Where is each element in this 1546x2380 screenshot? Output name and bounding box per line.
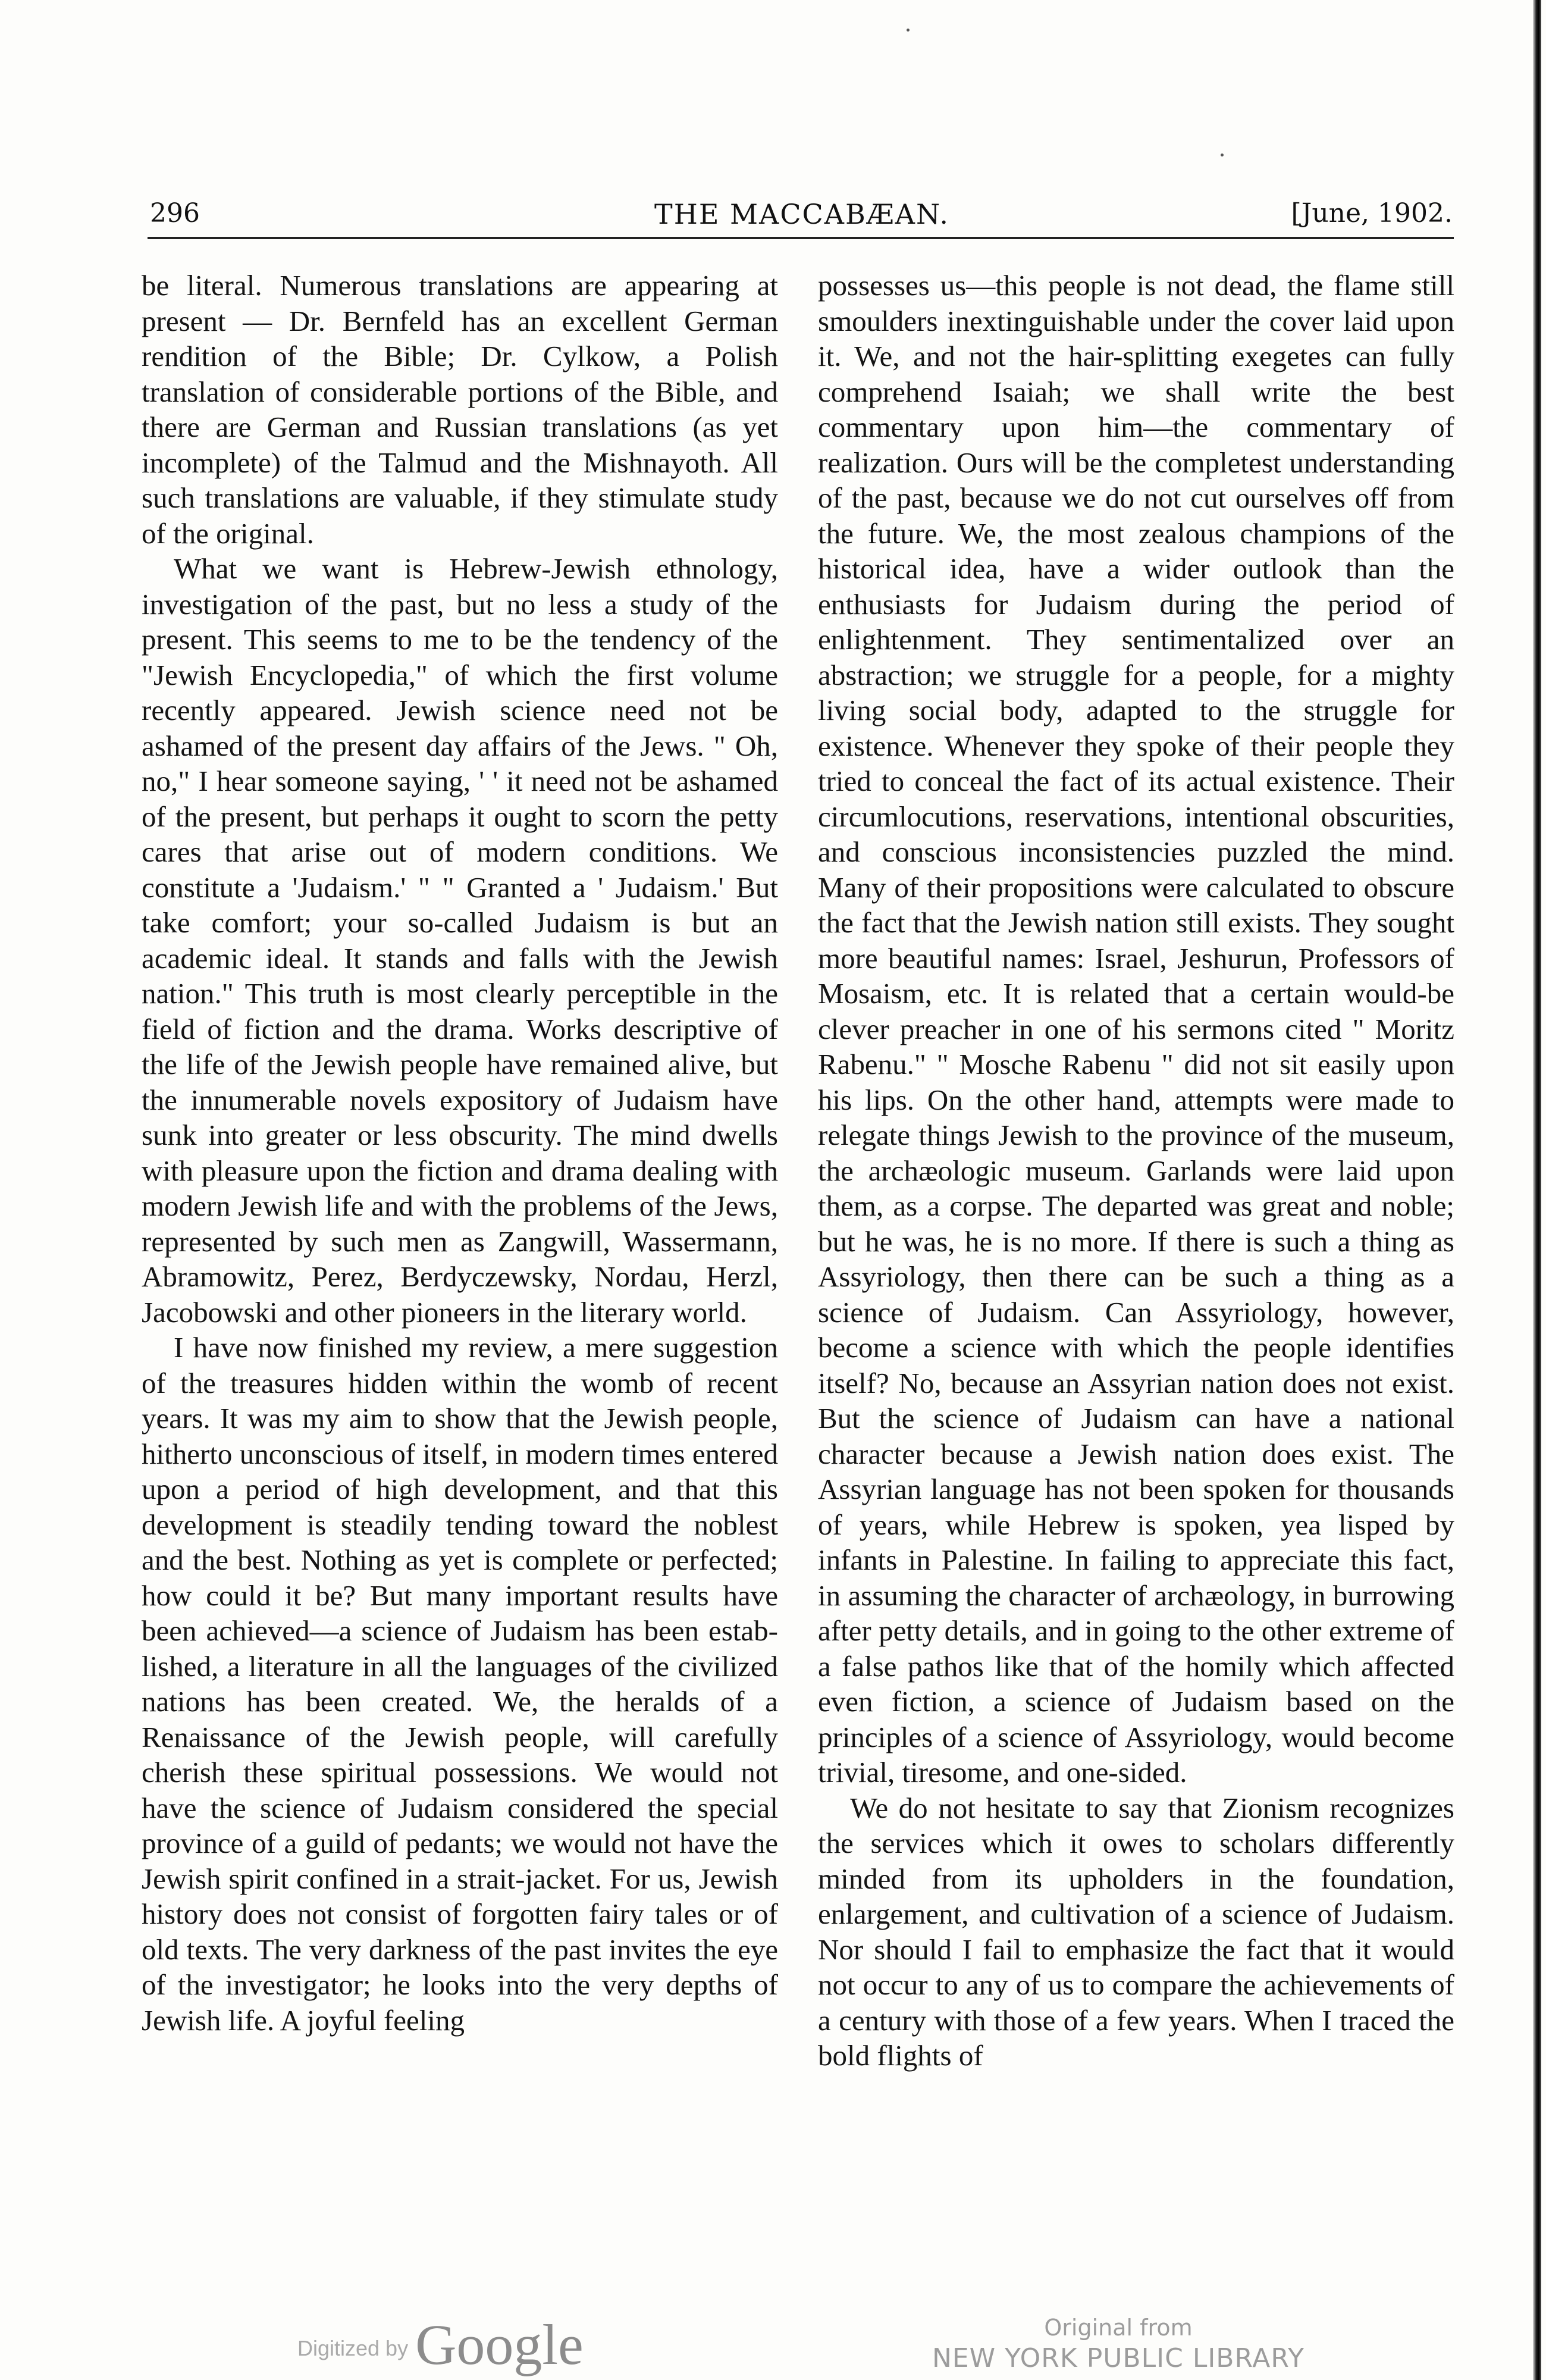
paper-speck: [907, 29, 910, 32]
header-rule: [148, 237, 1454, 239]
original-from-label: Original from: [1044, 2315, 1193, 2341]
google-logo: Google: [415, 2313, 584, 2376]
running-header: [148, 193, 1456, 235]
library-name: NEW YORK PUBLIC LIBRARY: [932, 2343, 1305, 2373]
paragraph: I have now finished my review, a mere suggestion of the treasures hidden within the womb of recent years. It was my aim to show that the Jewish people, hitherto unconscious of itself, in modern times entered upon a period of high development, and that this development is steadily tending toward the noblest and the best. Nothing as yet is complete or perfected; how could it be? But many important results have been achieved—a science of Judaism has been established, a literature in all the languages of the civilized nations has been created. We, the heralds of a Renaissance of the Jewish people, will carefully cherish these spiritual possessions. We would not have the science of Judaism considered the special province of a guild of pedants; we would not have the Jewish spirit confined in a strait-jacket. For us, Jewish history does not consist of forgotten fairy tales or of old texts. The very darkness of the past invites the eye of the investigator; he looks into the very depths of Jewish life. A joyful feeling: [142, 1331, 778, 2037]
paper-speck: [1221, 154, 1224, 156]
digitized-watermark: [297, 2312, 584, 2378]
issue-date: [June, 1902.: [1291, 198, 1453, 228]
page-edge-shadow: [1533, 0, 1541, 2380]
paragraph: We do not hesitate to say that Zionism recognizes the services which it owes to scholars differently minded from its upholders in the foundation, enlargement, and cultivation of a science of Judaism. Nor should I fail to emphasize the fact that it would not occur to any of us to compare the achievements of a century with those of a few years. When I traced the bold flights of: [818, 1791, 1454, 2072]
digitized-by-label: Digitized by: [297, 2336, 409, 2360]
source-watermark: [880, 2315, 1356, 2373]
page-number: 296: [150, 198, 200, 228]
paragraph: be literal. Numerous translations are appearing at present — Dr. Bernfeld has an excellent German rendition of the Bible; Dr. Cylkow, a Polish translation of considerable portions of the Bible, and there are German and Russian translations (as yet incomplete) of the Talmud and the Mishnayoth. All such translations are valuable, if they stimulate study of the original.: [142, 269, 778, 550]
right-column: [818, 268, 1454, 2074]
paragraph: What we want is Hebrew-Jewish ethnology, investigation of the past, but no less a study of the present. This seems to me to be the tendency of the "Jewish Encyclopedia," of which the first volume recently appeared. Jewish science need not be ashamed of the present day affairs of the Jews. " Oh, no," I hear someone saying, ' ' it need not be ashamed of the present, but perhaps it ought to scorn the petty cares that arise out of modern conditions. We constitute a 'Judaism.' " " Granted a ' Judaism.' But take comfort; your so-called Judaism is but an academic ideal. It stands and falls with the Jewish nation." This truth is most clearly perceptible in the field of fiction and the drama. Works descriptive of the life of the Jewish people have remained alive, but the innumerable novels expository of Judaism have sunk into greater or less obscurity. The mind dwells with pleasure upon the fiction and drama dealing with modern Jewish life and with the problems of the Jews, represented by such men as Zangwill, Wassermann, Abramowitz, Perez, Berdyczewsky, Nordau, Herzl, Jacobowski and other pioneers in the literary world.: [142, 552, 778, 1329]
paragraph: possesses us—this people is not dead, the flame still smoulders inextinguishable under the cover laid upon it. We, and not the hair-splitting exegetes can fully comprehend Isaiah; we shall write the best commentary upon him—the commentary of realization. Ours will be the completest understanding of the past, because we do not cut ourselves off from the future. We, the most zealous champions of the historical idea, have a wider outlook than the enthusiasts for Judaism during the period of enlightenment. They sentimentalized over an abstraction; we struggle for a people, for a mighty living social body, adapted to the struggle for existence. Whenever they spoke of their people they tried to conceal the fact of its actual existence. Their circumlocutions, reservations, intentional obscurities, and conscious inconsistencies puzzled the mind. Many of their propositions were calculated to obscure the fact that the Jewish nation still exists. They sought more beautiful names: Israel, Jeshurun, Professors of Mosaism, etc. It is related that a certain would-be clever preacher in one of his sermons cited " Moritz Rabenu." " Mosche Rabenu " did not sit easily upon his lips. On the other hand, attempts were made to relegate things Jewish to the province of the museum, the archæologic museum. Garlands were laid upon them, as a corpse. The departed was great and noble; but he was, he is no more. If there is such a thing as Assyriology, then there can be such a thing as a science of Judaism. Can Assyriology, however, become a science with which the people identifies itself? No, because an Assyrian nation does not exist. But the science of Judaism can have a national character because a Jewish nation does exist. The Assyrian language has not been spoken for thousands of years, while Hebrew is spoken, yea lisped by infants in Palestine. In failing to appreciate this fact, in assuming the character of archæology, in burrowing after petty details, and in going to the other extreme of a false pathos like that of the homily which affected even fiction, a science of Judaism based on the principles of a science of Assyriology, would become trivial, tiresome, and one-sided.: [818, 269, 1454, 1789]
journal-title: THE MACCABÆAN.: [654, 198, 949, 230]
left-column: [142, 268, 778, 2038]
